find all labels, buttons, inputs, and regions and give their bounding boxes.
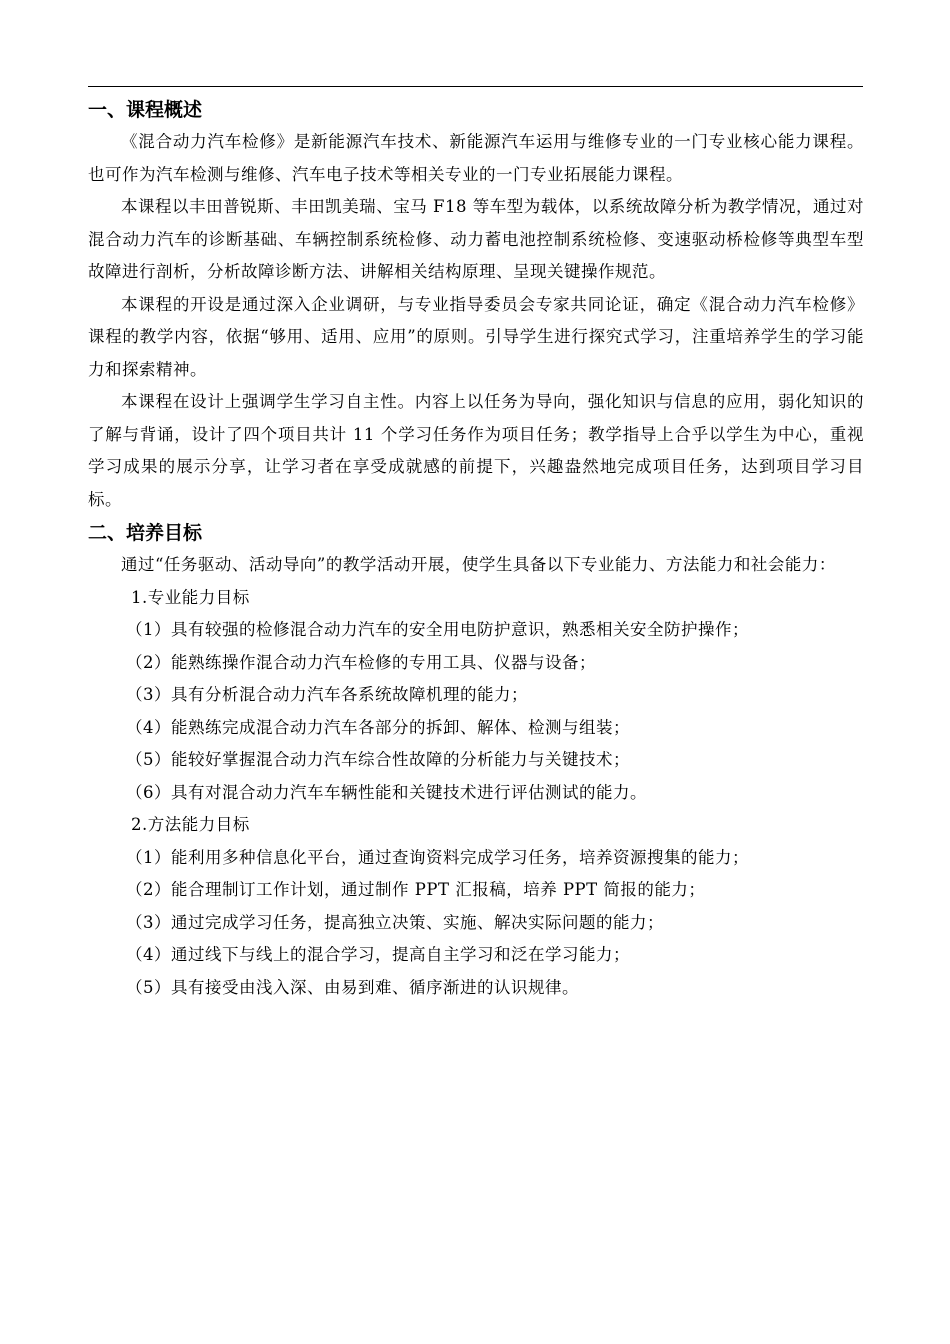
section-heading-goals: 二、培养目标 xyxy=(88,522,203,544)
list-item: （3）具有分析混合动力汽车各系统故障机理的能力； xyxy=(126,685,528,704)
list-item: （1）能利用多种信息化平台，通过查询资料完成学习任务，培养资源搜集的能力； xyxy=(126,847,749,867)
header-rule xyxy=(88,86,863,87)
document-body xyxy=(88,94,864,1004)
overview-paragraph: 本课程以丰田普锐斯、丰田凯美瑞、宝马 F18 等车型为载体，以系统故障分析为教学情况，通过对混合动力汽车的诊断基础、车辆控制系统检修、动力蓄电池控制系统检修、变速驱动桥检修等典型车型故障进行剖析，分析故障诊断方法、讲解相关结构原理、呈现关键操作规范。 xyxy=(88,197,864,281)
list-item: （3）通过完成学习任务，提高独立决策、实施、解决实际问题的能力； xyxy=(126,912,664,932)
subheading-method-ability: 2.方法能力目标 xyxy=(131,815,250,834)
list-item: （4）通过线下与线上的混合学习，提高自主学习和泛在学习能力； xyxy=(126,945,630,964)
overview-paragraph: 《混合动力汽车检修》是新能源汽车技术、新能源汽车运用与维修专业的一门专业核心能力课程。也可作为汽车检测与维修、汽车电子技术等相关专业的一门专业拓展能力课程。 xyxy=(88,132,864,184)
section-course-overview xyxy=(88,94,864,516)
list-item: （5）具有接受由浅入深、由易到难、循序渐进的认识规律。 xyxy=(126,977,579,997)
goals-intro-paragraph: 通过“任务驱动、活动导向”的教学活动开展，使学生具备以下专业能力、方法能力和社会能力： xyxy=(121,555,836,574)
list-item: （6）具有对混合动力汽车车辆性能和关键技术进行评估测试的能力。 xyxy=(126,782,647,802)
list-item: （4）能熟练完成混合动力汽车各部分的拆卸、解体、检测与组装； xyxy=(126,717,630,737)
subheading-professional-ability: 1.专业能力目标 xyxy=(131,587,250,607)
list-item: （2）能熟练操作混合动力汽车检修的专用工具、仪器与设备； xyxy=(126,652,596,672)
section-training-goals xyxy=(88,517,864,1004)
overview-paragraph: 本课程的开设是通过深入企业调研，与专业指导委员会专家共同论证，确定《混合动力汽车检修》课程的教学内容，依据“够用、适用、应用”的原则。引导学生进行探究式学习，注重培养学生的学习能力和探索精神。 xyxy=(88,294,864,379)
list-item: （5）能较好掌握混合动力汽车综合性故障的分析能力与关键技术； xyxy=(126,750,630,769)
list-item: （2）能合理制订工作计划，通过制作 PPT 汇报稿，培养 PPT 简报的能力； xyxy=(126,880,706,899)
list-item: （1）具有较强的检修混合动力汽车的安全用电防护意识，熟悉相关安全防护操作； xyxy=(126,620,749,639)
section-heading-overview: 一、课程概述 xyxy=(88,99,203,121)
overview-paragraph: 本课程在设计上强调学生学习自主性。内容上以任务为导向，强化知识与信息的应用，弱化知识的了解与背诵，设计了四个项目共计 11 个学习任务作为项目任务；教学指导上合乎以学生为中心，重视学习成果的展示分享，让学习者在享受成就感的前提下，兴趣盎然地完成项目任务，达到项目学习目标。 xyxy=(88,392,864,509)
